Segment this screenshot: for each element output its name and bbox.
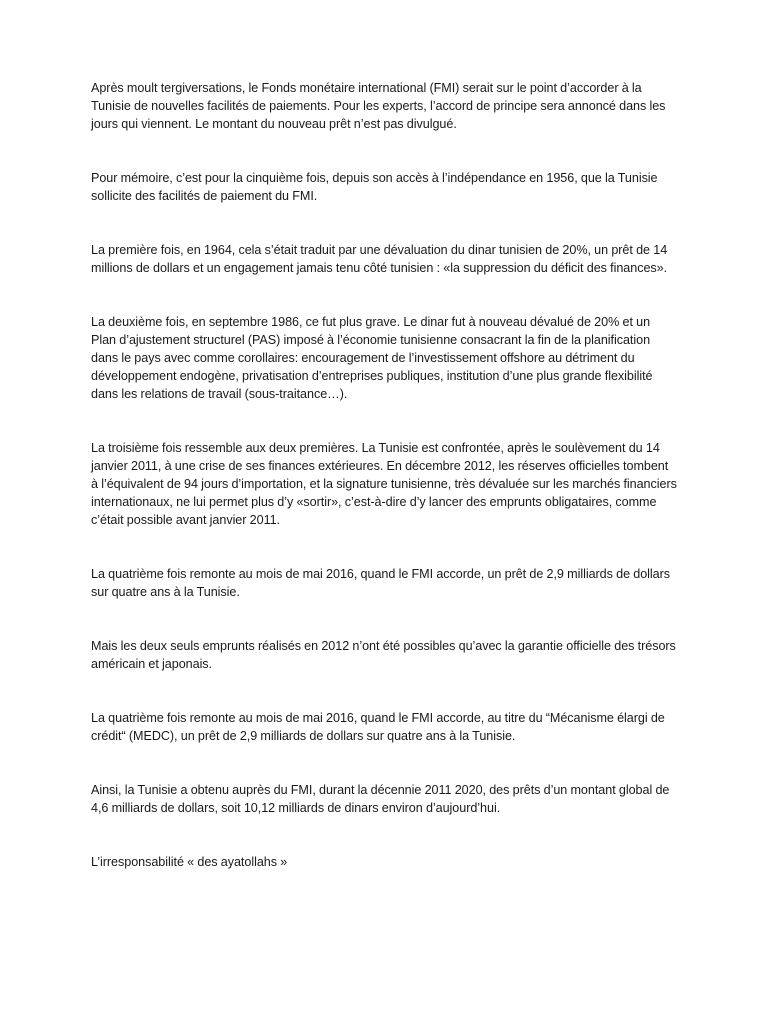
- paragraph-troisieme-fois: La troisième fois ressemble aux deux premières. La Tunisie est confrontée, après le soulèvement du 14 janvier 2011, à une crise de ses finances extérieures. En décembre 2012, les réserves officielles tombent à l’équivalent de 94 jours d’importation, et la signature tunisienne, très dévaluée sur les marchés financiers internationaux, ne lui permet plus d’y «sortir», c’est-à-dire d’y lancer des emprunts obligataires, comme c’était possible avant janvier 2011.: [91, 441, 677, 527]
- paragraph-emprunts-2012: Mais les deux seuls emprunts réalisés en 2012 n’ont été possibles qu’avec la garantie officielle des trésors américain et japonais.: [91, 639, 676, 671]
- paragraph-cinquieme-fois: Pour mémoire, c’est pour la cinquième fois, depuis son accès à l’indépendance en 1956, que la Tunisie sollicite des facilités de paiement du FMI.: [91, 171, 658, 203]
- section-heading-irresponsabilite: L’irresponsabilité « des ayatollahs »: [91, 855, 288, 869]
- paragraph-fmi-facilites: Après moult tergiversations, le Fonds monétaire international (FMI) serait sur le point d’accorder à la Tunisie de nouvelles facilités de paiements. Pour les experts, l’accord de principe sera annoncé dans les jours qui viennent. Le montant du nouveau prêt n’est pas divulgué.: [91, 81, 666, 131]
- paragraph-deuxieme-fois: La deuxième fois, en septembre 1986, ce fut plus grave. Le dinar fut à nouveau dévalué de 20% et un Plan d’ajustement structurel (PAS) imposé à l’économie tunisienne consacrant la fin de la planification dans le pays avec comme corollaires: encouragement de l’investissement offshore au détriment du développement endogène, privatisation d’entreprises publiques, institution d’une plus grande flexibilité dans les relations de travail (sous-traitance…).: [91, 315, 653, 401]
- document-body: [91, 79, 677, 907]
- paragraph-quatrieme-fois-short: La quatrième fois remonte au mois de mai 2016, quand le FMI accorde, un prêt de 2,9 milliards de dollars sur quatre ans à la Tunisie.: [91, 567, 671, 599]
- paragraph-quatrieme-fois-medc: La quatrième fois remonte au mois de mai 2016, quand le FMI accorde, au titre du “Mécanisme élargi de crédit“ (MEDC), un prêt de 2,9 milliards de dollars sur quatre ans à la Tunisie.: [91, 711, 665, 743]
- paragraph-decennie-2011-2020: Ainsi, la Tunisie a obtenu auprès du FMI, durant la décennie 2011 2020, des prêts d’un montant global de 4,6 milliards de dollars, soit 10,12 milliards de dinars environ d’aujourd’hui.: [91, 783, 670, 815]
- paragraph-premiere-fois: La première fois, en 1964, cela s’était traduit par une dévaluation du dinar tunisien de 20%, un prêt de 14 millions de dollars et un engagement jamais tenu côté tunisien : «la suppression du déficit des finances».: [91, 243, 668, 275]
